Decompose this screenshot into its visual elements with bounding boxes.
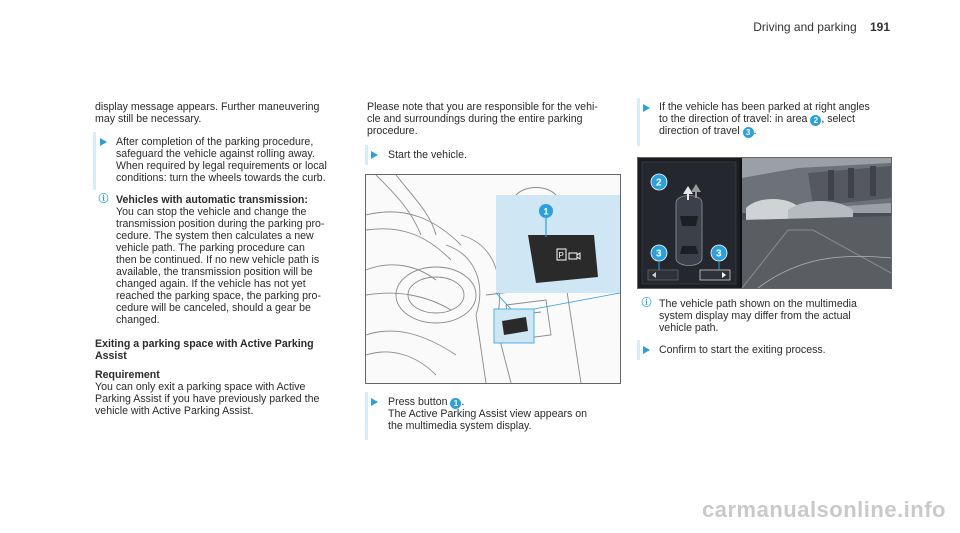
callout-badge: 2 <box>810 115 821 126</box>
col2-step-2-suffix: . <box>461 396 465 408</box>
section-heading-line-1: Exiting a parking space with Active Parking <box>95 338 314 350</box>
col3-step-1-line-2-suffix: , select <box>821 113 855 125</box>
figure-callout-3a: 3 <box>656 248 662 260</box>
col1-step-line-2: safeguard the vehicle against rolling away. <box>116 148 315 160</box>
step-arrow-icon <box>100 138 107 146</box>
display-illustration <box>638 158 891 288</box>
step-bar <box>365 145 368 165</box>
col3-step-2: Confirm to start the exiting process. <box>659 344 826 356</box>
col1-note-line-10: changed. <box>116 314 160 326</box>
col1-note-line-9: cedure will be canceled, should a gear be <box>116 302 311 314</box>
col3-step-1-line-3-suffix: . <box>753 125 757 137</box>
console-figure <box>365 174 621 384</box>
step-arrow-icon <box>371 151 378 159</box>
page-number: 191 <box>869 20 890 34</box>
col1-req-line-3: vehicle with Active Parking Assist. <box>95 405 254 417</box>
col2-intro-line-1: Please note that you are responsible for the vehi- <box>367 101 598 113</box>
col3-step-1-line-1: If the vehicle has been parked at right angles <box>659 101 870 113</box>
col1-step-line-3: When required by legal requirements or local <box>116 160 327 172</box>
col1-intro-line-2: may still be necessary. <box>95 113 202 125</box>
col1-note-line-8: reached the parking space, the parking pro- <box>116 290 321 302</box>
callout-badge: 3 <box>743 127 754 138</box>
display-figure <box>637 157 892 289</box>
col3-note-line-1: The vehicle path shown on the multimedia <box>659 298 857 310</box>
step-arrow-icon <box>643 104 650 112</box>
col2-step-2-line-3: the multimedia system display. <box>388 420 532 432</box>
page-header <box>753 20 890 34</box>
section-title: Driving and parking <box>753 20 857 34</box>
col1-note-line-3: cedure. The system then calculates a new <box>116 230 314 242</box>
figure-callout-3b: 3 <box>716 248 722 260</box>
col3-note-line-3: vehicle path. <box>659 322 719 334</box>
col1-req-line-1: You can only exit a parking space with Active <box>95 381 306 393</box>
col3-note-line-2: system display may differ from the actual <box>659 310 851 322</box>
col2-step-2-line-2: The Active Parking Assist view appears on <box>388 408 588 420</box>
col1-note-title: Vehicles with automatic transmission: <box>116 194 308 206</box>
step-bar <box>637 98 640 146</box>
info-icon: ⓘ <box>641 298 652 309</box>
col1-note-line-4: vehicle path. The parking procedure can <box>116 242 305 254</box>
figure-callout-2: 2 <box>656 177 662 189</box>
figure-callout-1: 1 <box>543 206 549 217</box>
col1-note-line-5: then be continued. If no new vehicle path is <box>116 254 320 266</box>
col3-step-1-line-3-prefix: direction of travel <box>659 125 740 137</box>
console-illustration <box>366 175 620 383</box>
svg-text:P: P <box>558 251 564 260</box>
col1-step-line-1: After completion of the parking procedure, <box>116 136 314 148</box>
col2-step-2-prefix: Press button <box>388 396 448 408</box>
col2-intro-line-2: cle and surroundings during the entire parking <box>367 113 583 125</box>
section-heading-line-2: Assist <box>95 350 127 362</box>
step-bar <box>93 132 96 190</box>
col1-step-line-4: conditions: turn the wheels towards the curb. <box>116 172 326 184</box>
watermark: carmanualsonline.info <box>702 497 946 522</box>
col3-step-1-line-2-prefix: to the direction of travel: in area <box>659 113 808 125</box>
step-bar <box>637 340 640 360</box>
col1-note-line-7: changed again. If the vehicle has not yet <box>116 278 306 290</box>
col2-step-1: Start the vehicle. <box>388 149 467 161</box>
step-arrow-icon <box>371 398 378 406</box>
step-bar <box>365 392 368 440</box>
step-arrow-icon <box>643 346 650 354</box>
requirement-title: Requirement <box>95 369 160 381</box>
col2-intro-line-3: procedure. <box>367 125 418 137</box>
col1-req-line-2: Parking Assist if you have previously parked the <box>95 393 320 405</box>
col1-note-line-1: You can stop the vehicle and change the <box>116 206 307 218</box>
col1-note-line-6: available, the transmission position will be <box>116 266 313 278</box>
col1-note-line-2: transmission position during the parking pro- <box>116 218 325 230</box>
callout-badge: 1 <box>450 398 461 409</box>
col3-step-1-line-3 <box>659 125 757 138</box>
col1-intro-line-1: display message appears. Further maneuvering <box>95 101 320 113</box>
info-icon: ⓘ <box>98 194 109 205</box>
